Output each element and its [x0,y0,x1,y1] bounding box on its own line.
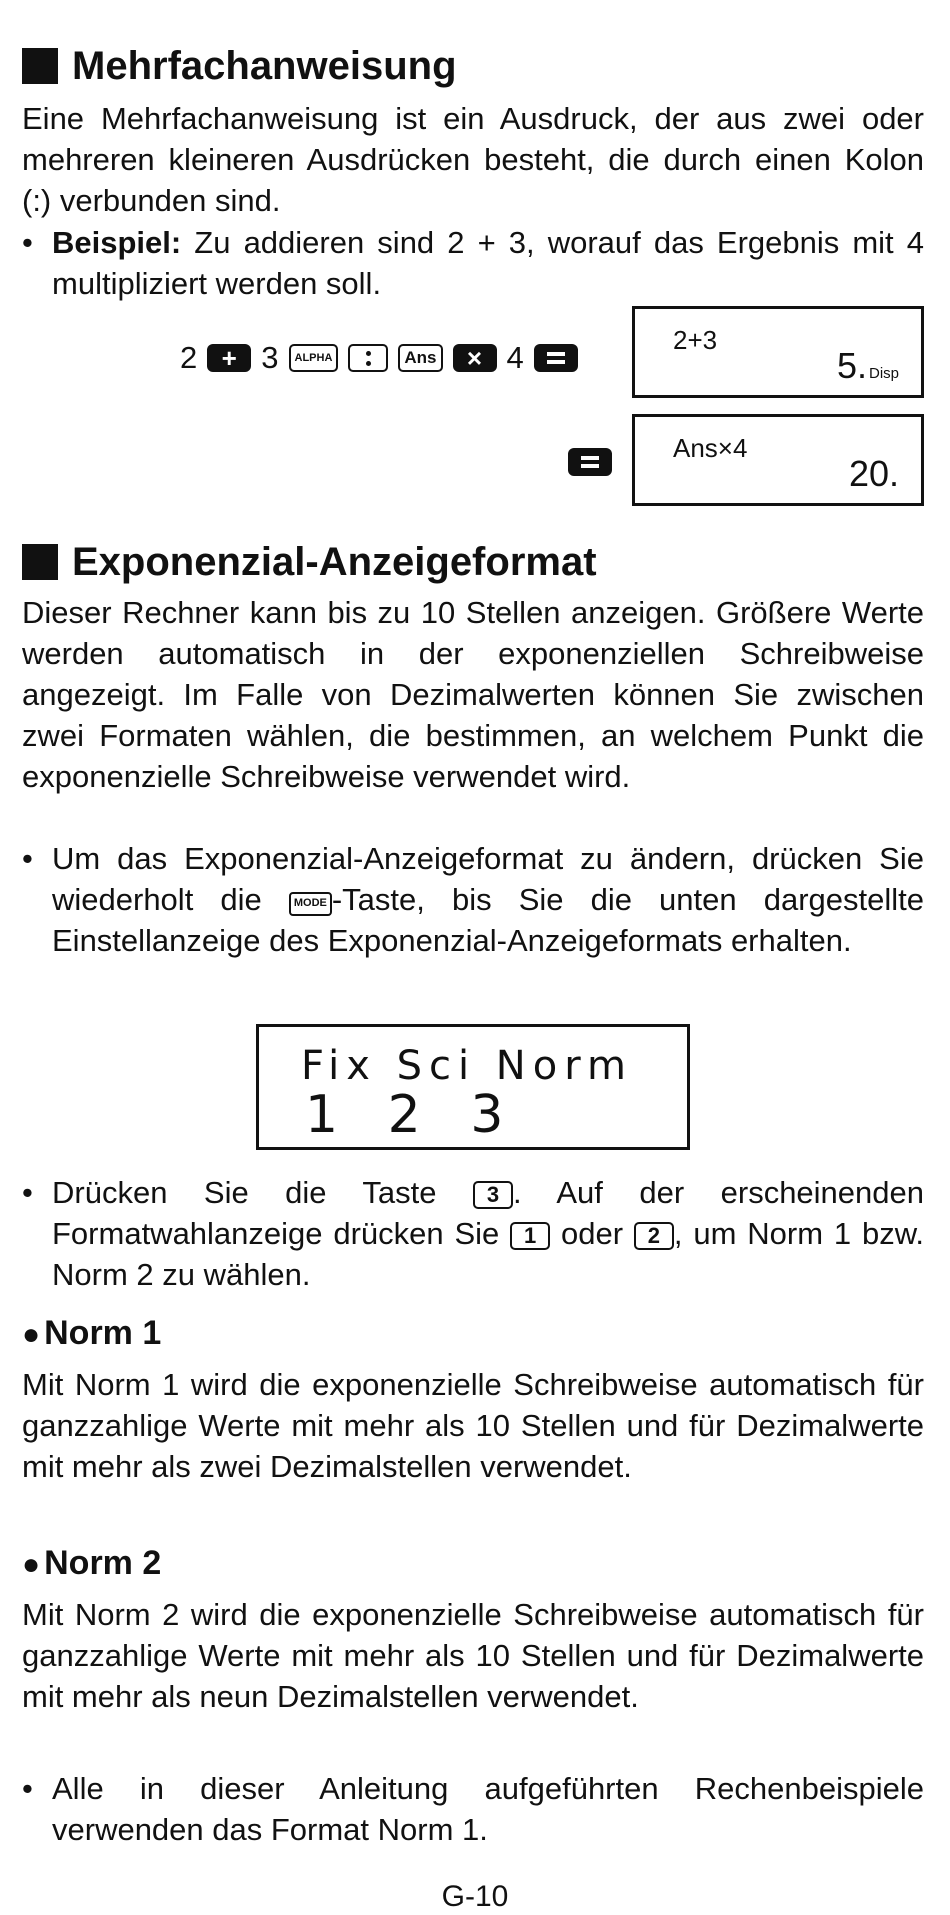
display-result: 20. [848,453,899,494]
section-heading-text: Mehrfachanweisung [72,44,457,88]
norm2-text: Mit Norm 2 wird die exponenzielle Schreibweise automatisch für ganzzahlige Werte mit mehr als 10 Stellen und für Dezimalwerte mit mehr als neun Dezimalstellen verwendet. [22,1597,924,1714]
digit-3: 3 [261,340,279,375]
key-2[interactable]: 2 [634,1222,674,1250]
section-intro: Eine Mehrfachanweisung ist ein Ausdruck, der aus zwei oder mehreren kleineren Ausdrücken besteht, die durch einen Kolon (:) verbunden sind. [22,101,924,218]
digit-4: 4 [506,340,524,375]
example-bullet [22,222,924,304]
section-heading-mehrfachanweisung [22,42,457,90]
calc-display-1 [632,306,924,398]
bullet-text: -Taste, bis Sie die unten dargestellte Einstellanzeige des Exponenzial-Anzeigeformats erhalten. [52,882,924,958]
page-number: G-10 [441,1880,509,1913]
section2-intro: Dieser Rechner kann bis zu 10 Stellen anzeigen. Größere Werte werden automatisch in der exponenziellen Schreibweise angezeigt. Im Falle von Dezimalwerten können Sie zwischen zwei Formaten wählen, die bestimmen, an welchem Punkt die exponenzielle Schreibweise verwendet wird. [22,595,924,794]
equals-icon [547,352,565,364]
format-select-screen [256,1024,690,1150]
mode-key[interactable]: MODE [289,892,332,916]
bullet-text: oder [550,1216,634,1251]
screen-row-numbers: 1 2 3 [305,1085,504,1145]
alpha-key[interactable]: ALPHA [289,344,339,372]
bullet-text: . Auf der erscheinenden Formatwahlanzeige drücken Sie [52,1175,925,1251]
bullet-text: , um Norm 1 bzw. Norm 2 zu wählen. [52,1216,924,1292]
bullet-text: Um das Exponenzial-Anzeigeformat zu ändern, drücken Sie wiederholt die [52,841,924,917]
key-3[interactable]: 3 [473,1181,513,1209]
colon-icon [366,351,371,366]
display-expression: 2+3 [673,325,718,355]
screen-row-labels: Fix Sci Norm [301,1043,633,1089]
square-bullet-icon [22,48,58,84]
display-expression: Ans×4 [673,433,748,463]
norm1-text: Mit Norm 1 wird die exponenzielle Schreibweise automatisch für ganzzahlige Werte mit mehr als 10 Stellen und für Dezimalwerte mit mehr als zwei Dezimalstellen verwendet. [22,1367,924,1484]
section-heading-exponenzial [22,538,597,586]
format-bullet [22,1172,924,1295]
key-1[interactable]: 1 [510,1222,550,1250]
digit-2: 2 [180,340,198,375]
section-heading-text: Exponenzial-Anzeigeformat [72,540,597,584]
square-bullet-icon [22,544,58,580]
examples-bullet: • Alle in dieser Anleitung aufgeführten Rechenbeispiele verwenden das Format Norm 1. [22,1768,924,1850]
ans-key[interactable]: Ans [398,344,442,372]
equals-key-2[interactable] [568,448,612,476]
colon-key[interactable] [348,344,388,372]
example-label: Beispiel: [52,225,182,260]
display-result: 5. Disp [836,345,899,386]
plus-key[interactable]: + [207,344,251,372]
norm1-heading: ● Norm 1 [22,1314,162,1352]
round-bullet-icon: ● [22,1318,41,1351]
norm2-heading: ● Norm 2 [22,1544,162,1582]
equals-key[interactable] [534,344,578,372]
round-bullet-icon: ● [22,1548,41,1581]
multiply-key[interactable]: × [453,344,497,372]
mode-bullet [22,838,924,961]
calc-display-2 [632,414,924,506]
bullet-text: Drücken Sie die Taste [52,1175,473,1210]
equals-icon [581,456,599,468]
disp-indicator: Disp [868,365,899,382]
example-text: Zu addieren sind 2 + 3, worauf das Ergebnis mit 4 multipliziert werden soll. [52,225,924,301]
key-sequence [180,340,578,376]
